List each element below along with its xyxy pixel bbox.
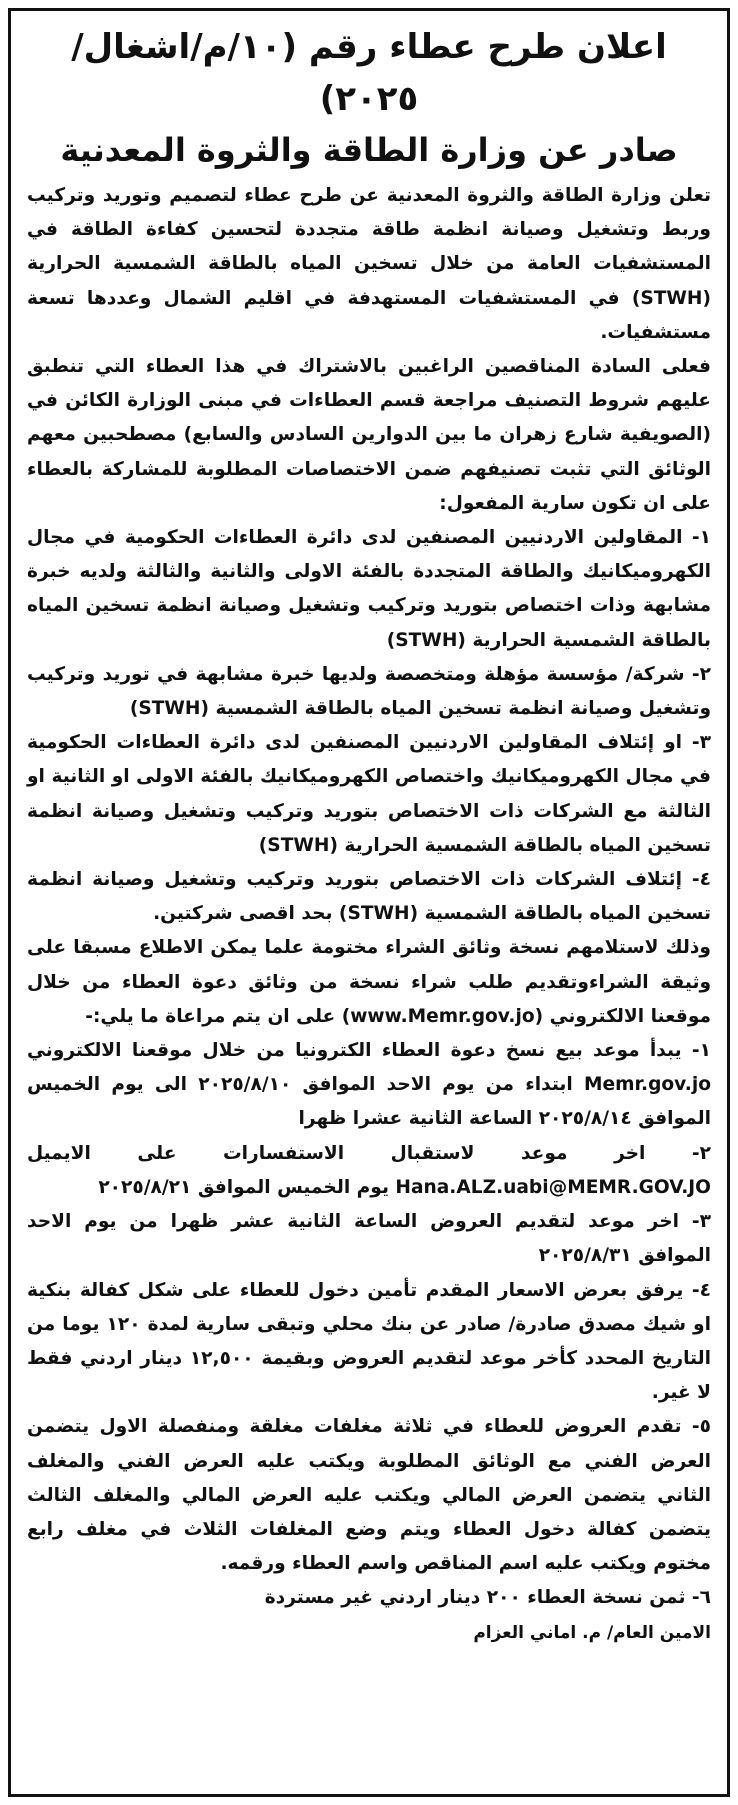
eligibility-item-4: ٤- إئتلاف الشركات ذات الاختصاص بتوريد وتركيب وتشغيل وصيانة انظمة تسخين المياه بالطاقة الشمسية (STWH) بحد اقصى شركتين. <box>27 869 711 925</box>
announcement-issuer: صادر عن وزارة الطاقة والثروة المعدنية <box>60 131 678 169</box>
condition-item-3: ٣- اخر موعد لتقديم العروض الساعة الثانية عشر ظهرا من يوم الاحد الموافق ٢٠٢٥/٨/٣١ <box>27 1211 711 1267</box>
documents-paragraph: وذلك لاستلامهم نسخة وثائق الشراء مختومة علما يمكن الاطلاع مسبقا على وثيقة الشراءوتقديم طلب شراء نسخة من وثائق دعوة العطاء من خلال موقعنا الالكتروني (www.Memr.gov.jo) على ان يتم مراعاة ما يلي:- <box>27 937 711 1027</box>
condition-item-6: ٦- ثمن نسخة العطاء ٢٠٠ دينار اردني غير مستردة <box>264 1587 711 1609</box>
intro-paragraph: تعلن وزارة الطاقة والثروة المعدنية عن طرح عطاء لتصميم وتوريد وتركيب وربط وتشغيل وصيانة انظمة طاقة متجددة لتحسين كفاءة الطاقة في المستشفيات العامة من خلال تسخين المياه بالطاقة الشمسية الحرارية (STWH) في المستشفيات المستهدفة في اقليم الشمال وعددها تسعة مستشفيات. <box>27 185 711 343</box>
condition-item-5: ٥- تقدم العروض للعطاء في ثلاثة مغلفات مغلقة ومنفصلة الاول يتضمن العرض الفني مع الوثائق المطلوبة ويكتب عليه العرض الفني والمغلف الثاني يتضمن العرض المالي ويكتب عليه العرض المالي والمغلف الثالث يتضمن كفالة دخول العطاء ويتم وضع المغلفات الثلاث في مغلف رابع مختوم ويكتب عليه اسم المناقص واسم العطاء ورقمه. <box>27 1416 711 1575</box>
condition-item-2: ٢- اخر موعد لاستقبال الاستفسارات على الايميل Hana.ALZ.uabi@MEMR.GOV.JO يوم الخميس الموافق ٢٠٢٥/٨/٢١ <box>27 1142 711 1198</box>
signature: الامين العام/ م. اماني العزام <box>473 1622 711 1643</box>
eligibility-item-1: ١- المقاولين الاردنيين المصنفين لدى دائرة العطاءات الحكومية في مجال الكهروميكانيك والطاقة المتجددة بالفئة الاولى والثانية والثالثة ولديه خبرة مشابهة وذات اختصاص بتوريد وتركيب وتشغيل وصيانة انظمة تسخين المياه بالطاقة الشمسية الحرارية (STWH) <box>27 527 711 651</box>
condition-item-1: ١- يبدأ موعد بيع نسخ دعوة العطاء الكترونيا من خلال موقعنا الالكتروني Memr.gov.jo ابتداء من يوم الاحد الموافق ٢٠٢٥/٨/١٠ الى يوم الخميس الموافق ٢٠٢٥/٨/١٤ الساعة الثانية عشرا ظهرا <box>27 1040 711 1130</box>
eligibility-item-3: ٣- او إئتلاف المقاولين الاردنيين المصنفين لدى دائرة العطاءات الحكومية في مجال الكهروميكانيك واختصاص الكهروميكانيك بالفئة الاولى او الثانية او الثالثة مع الشركات ذات الاختصاص بتوريد وتركيب وتشغيل وصيانة انظمة تسخين المياه بالطاقة الشمسية الحرارية (STWH) <box>27 732 711 856</box>
announcement-title: اعلان طرح عطاء رقم (١٠/م/اشغال/٢٠٢٥) <box>71 27 667 119</box>
announcement-frame <box>8 8 730 1797</box>
condition-item-4: ٤- يرفق بعرض الاسعار المقدم تأمين دخول للعطاء على شكل كفالة بنكية او شيك مصدق صادرة/ صادر عن بنك محلي وتبقى سارية لمدة ١٢٠ يوما من التاريخ المحدد كأخر موعد لتقديم العروض وبقيمة ١٢,٥٠٠ دينار اردني فقط لا غير. <box>27 1279 712 1404</box>
eligibility-item-2: ٢- شركة/ مؤسسة مؤهلة ومتخصصة ولديها خبرة مشابهة في توريد وتركيب وتشغيل وصيانة انظمة تسخين المياه بالطاقة الشمسية (STWH) <box>27 663 711 720</box>
eligibility-paragraph: فعلى السادة المناقصين الراغبين بالاشتراك في هذا العطاء التي تنطبق عليهم شروط التصنيف مراجعة قسم العطاءات في مبنى الوزارة الكائن في (الصويفية شارع زهران ما بين الدوارين السادس والسابع) مصطحبين معهم الوثائق التي تثبت تصنيفهم ضمن الاختصاصات المطلوبة للمشاركة بالعطاء على ان تكون سارية المفعول: <box>27 356 711 514</box>
